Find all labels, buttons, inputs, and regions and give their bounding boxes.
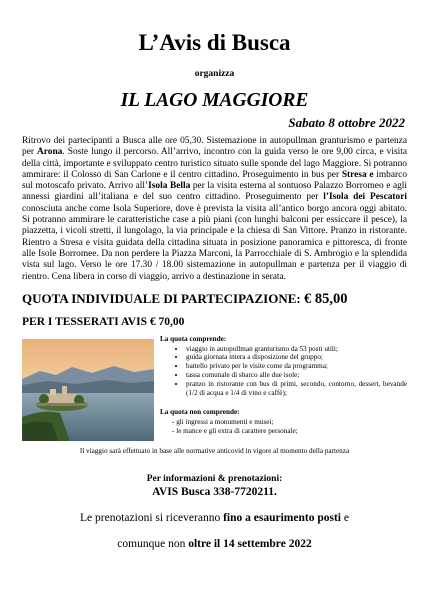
- lake-island-photo: [22, 339, 154, 441]
- quota-label: QUOTA INDIVIDUALE DI PARTECIPAZIONE:: [22, 290, 301, 306]
- booking-line-1-end: e: [340, 511, 349, 524]
- covid-note: Il viaggio sarà effettuato in base alle normative anticovid in vigore al momento della partenza: [79, 446, 350, 455]
- booking-line-2-text: comunque non: [117, 537, 189, 550]
- excludes-list: [160, 418, 407, 436]
- contact-label: Per informazioni & prenotazioni:: [146, 473, 283, 484]
- list-item: - le mance e gli extra di carattere personale;: [182, 427, 407, 436]
- contact-phone: AVIS Busca 338-7720211.: [152, 485, 277, 498]
- quota-price: € 85,00: [303, 290, 348, 307]
- tesserati-price: PER I TESSERATI AVIS € 70,00: [22, 315, 185, 328]
- list-item: - gli ingressi a monumenti e musei;: [182, 418, 407, 427]
- quota-details: [154, 335, 407, 441]
- program-text: Ritrovo dei partecipanti a Busca alle ore 05,30. Sistemazione in autopullman granturismo e partenza per: [22, 136, 407, 158]
- event-title: IL LAGO MAGGIORE: [120, 90, 309, 111]
- program-text: . Soste lungo il percorso. All’arrivo, incontro con la guida verso le ore 9,00 circa, e visita della città, importante e sviluppato centro turistico situato sulle sponde del lago Maggiore. Si potranno ammirare: il Colosso di San Carlone e il centro cittadino. Proseguimento in bus per: [22, 147, 407, 180]
- list-item: • battello privato per le visite come da programma;: [186, 362, 407, 371]
- includes-heading: La quota comprende:: [160, 334, 227, 343]
- excludes-heading: La quota non comprende:: [160, 408, 240, 417]
- event-date: Sabato 8 ottobre 2022: [288, 115, 405, 130]
- info-row: [22, 335, 407, 441]
- program-highlight: Arona: [37, 147, 63, 158]
- program-text: conosciuta anche come Isola Superiore, dove è prevista la visita all’antico borgo ancora oggi abitato. Si potranno ammirare le caratteristiche case a più piani (con lunghi balconi per essiccare il pesce), la piazzetta, i vicoli stretti, il lungolago, la via principale e la chiesa di San Vittore. Pranzo in ristorante. Rientro a Stresa e visita guidata della cittadina situata in posizione panoramica e pittoresca, di fronte alle Isole Borromee. Da non perdere la Piazza Marconi, la Parrocchiale di S. Ambrogio e la splendida vista sul lago. Verso le ore 17.30 / 18.00 sistemazione in autopullman e partenza per il viaggio di rientro. Cena libera in corso di viaggio, arrivo a destinazione in serata.: [22, 203, 407, 282]
- includes-list: [160, 345, 407, 398]
- program-highlight: l’Isola dei Pescatori: [323, 192, 407, 203]
- booking-line-2-bold: oltre il 14 settembre 2022: [188, 537, 312, 550]
- program-description: [22, 136, 407, 283]
- list-item: • viaggio in autopullman granturismo da 53 posti utili;: [186, 345, 407, 354]
- program-highlight: Isola Bella: [148, 181, 191, 192]
- program-text: per la visita esterna al sontuoso Palazzo Borromeo e agli annessi giardini all’italiana e del suo centro cittadino. Proseguimento per: [22, 181, 407, 203]
- page-title: L’Avis di Busca: [138, 30, 291, 55]
- booking-line-1-text: Le prenotazioni si riceveranno: [80, 511, 224, 524]
- list-item: • tassa comunale di sbarco alle due isole;: [186, 371, 407, 380]
- booking-line-2: [22, 537, 407, 551]
- program-highlight: Stresa e: [341, 169, 374, 180]
- booking-line-1-bold: fino a esaurimento posti: [223, 511, 341, 524]
- organizza-label: organizza: [194, 69, 235, 79]
- program-text: imbarco sul motoscafo privato. Arrivo all’: [22, 169, 408, 192]
- list-item: • guida giornata intera a disposizione del gruppo;: [186, 353, 407, 362]
- list-item: • pranzo in ristorante con bus di primi, secondo, contorno, dessert, bevande (1/2 di acqua e 1/4 di vino e caffè);: [186, 380, 407, 398]
- quota-line: [22, 291, 407, 307]
- booking-line-1: [22, 511, 407, 525]
